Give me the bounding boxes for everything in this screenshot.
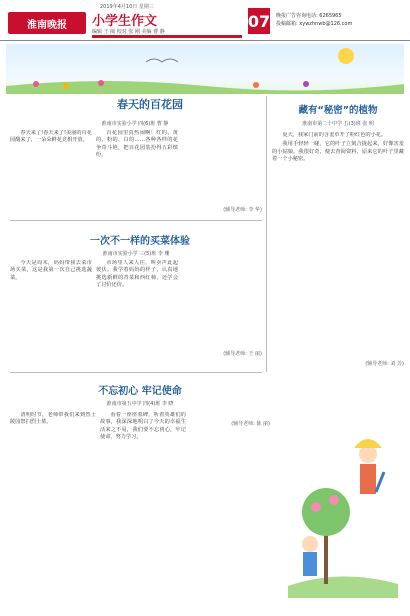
article-1-teacher: (辅导老师: 李 华) <box>223 207 262 213</box>
watering-can-icon <box>376 472 384 492</box>
article-3-teacher: (辅导老师: 刘 芳) <box>365 361 404 367</box>
sun-icon <box>338 48 354 64</box>
article-4-para-1: 清明时节，老师带我们来到烈士陵园祭扫烈士墓。 <box>10 412 96 426</box>
article-2-title: 一次不一样的买菜体验 <box>90 236 190 247</box>
article-4-title: 不忘初心 牢记使命 <box>98 386 182 397</box>
submission-email: 投稿邮箱: xywzhnwb@126.com <box>276 21 353 27</box>
article-3-body <box>272 132 404 362</box>
article-2-col-1 <box>10 260 92 360</box>
article-3-para-1: 夏天，我家门前的含羞草开了粉红色的小花。 <box>282 132 387 138</box>
flower-banner-art <box>6 44 404 94</box>
blossom-icon <box>329 495 339 505</box>
article-4-byline: 淮南市第五中学 四(4)班 李 晓 <box>106 401 174 407</box>
divider-1 <box>10 220 262 221</box>
contact-info <box>276 12 352 28</box>
page-number: 07 <box>248 8 270 34</box>
article-1-para-2: 百花园里真热闹啊！红的、黄的、粉的、白的……各种各样的花争奇斗艳，把百花园装扮得五彩缤纷。 <box>96 130 178 159</box>
article-2-byline: 淮南市实验小学 三(5)班 李 珊 <box>102 251 170 257</box>
article-2-teacher: (辅导老师: 王 丽) <box>223 351 262 357</box>
article-4-para-2: 看着一座座墓碑，听着英雄们的故事，我深深地明白了今天的幸福生活来之不易，我们要不忘初心，牢记使命，努力学习。 <box>100 412 186 441</box>
section-title: 小学生作文 <box>92 14 158 29</box>
article-4-col-2 <box>100 412 186 588</box>
article-4-teacher: (辅导老师: 陈 丽) <box>231 421 270 427</box>
banner-illustration <box>6 44 404 94</box>
bird-icon <box>146 59 178 62</box>
article-3-byline: 淮南市第二十中学 五(3)班 张 明 <box>302 121 374 127</box>
article-2-para-1: 今天是周末，妈妈带我去菜市场买菜，这是我第一次自己挑选蔬菜。 <box>10 260 92 281</box>
top-rule <box>0 40 410 41</box>
children-planting-art <box>280 372 406 598</box>
article-3-title: 藏有“秘密”的植物 <box>298 105 378 116</box>
date-line: 2019年4月10日 星期三 <box>100 4 154 10</box>
article-2-para-2: 市场里人来人往，叫卖声此起彼伏。我学着妈妈的样子，认真地挑选新鲜的青菜和西红柿，还学会了讨价还价。 <box>96 260 178 289</box>
ground <box>288 576 398 598</box>
column-divider <box>266 96 267 372</box>
article-1-title: 春天的百花园 <box>117 98 183 111</box>
tree-canopy <box>302 488 350 536</box>
article-1-para-1: 春天来了!春天来了!美丽的百花园醒来了，一朵朵鲜花竞相开放。 <box>10 130 92 144</box>
article-1-col-2 <box>96 130 178 216</box>
ad-hotline: 晚报广告咨询电话: 6265965 <box>276 13 342 19</box>
article-1-col-1 <box>10 130 92 216</box>
article-3-para-2: 我用手轻轻一碰，它的叶子立刻合拢起来，好像害羞的小姑娘。我很好奇，便去查阅资料，原来它的叶子里藏着一个小秘密。 <box>272 141 404 163</box>
illustration-children-planting <box>280 372 406 598</box>
newspaper-logo: 淮南晚报 <box>8 12 86 34</box>
editor-credits: 编辑 王 闽 校对 张 刚 美编 曹 静 <box>92 29 165 35</box>
child-2-figure <box>302 536 318 576</box>
article-1-byline: 淮南市实验小学 四(6)班 曹 静 <box>101 121 169 127</box>
article-4-col-1 <box>10 412 96 588</box>
article-2-col-2 <box>96 260 178 360</box>
blossom-icon <box>311 502 321 512</box>
divider-2 <box>10 372 262 373</box>
header-red-band <box>92 35 242 38</box>
